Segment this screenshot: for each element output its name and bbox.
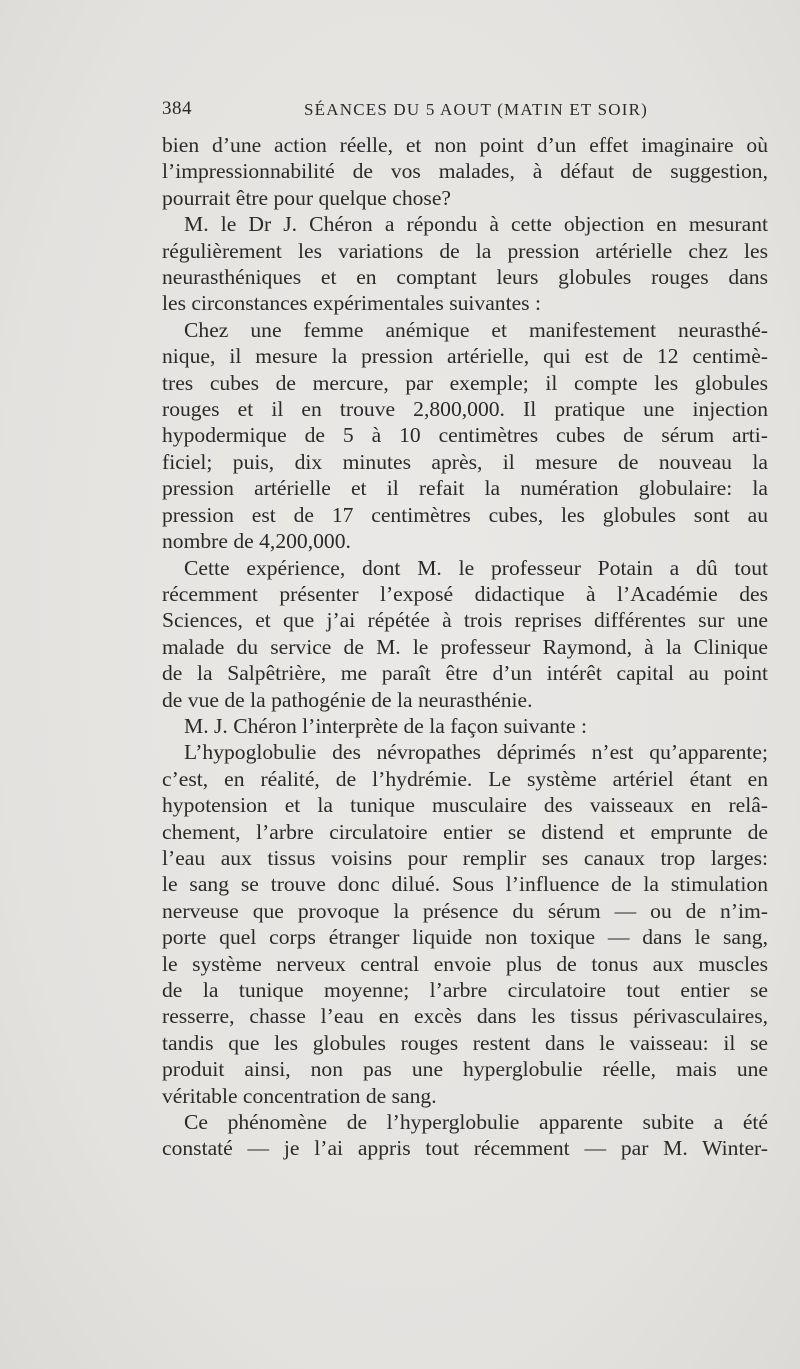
page-number: 384 [162,98,192,119]
text-line: pression est de 17 centimètres cubes, les globules sont au [162,502,768,527]
text-line: constaté — je l’ai appris tout récemment — par M. Winter- [162,1136,768,1161]
text-line: l’impressionnabilité de vos malades, à défaut de suggestion, [162,159,768,184]
text-line: Cette expérience, dont M. le professeur Potain a dû tout [184,555,768,580]
text-line: tandis que les globules rouges restent dans le vaisseau: il se [162,1030,768,1055]
text-line: régulièrement les variations de la pression artérielle chez les [162,238,768,263]
text-line: neurasthéniques et en comptant leurs globules rouges dans [162,265,768,290]
text-line: L’hypoglobulie des névropathes déprimés n’est qu’apparente; [184,740,768,765]
text-line: pression artérielle et il refait la numération globulaire: la [162,476,768,501]
text-line: récemment présenter l’exposé didactique à l’Académie des [162,581,768,606]
text-line: hypotension et la tunique musculaire des vaisseaux en relâ- [162,793,768,818]
text-line: c’est, en réalité, de l’hydrémie. Le système artériel étant en [162,766,768,791]
text-line: M. J. Chéron l’interprète de la façon suivante : [184,713,587,738]
text-line: de la tunique moyenne; l’arbre circulatoire tout entier se [162,978,768,1002]
text-line: produit ainsi, non pas une hyperglobulie réelle, mais une [162,1057,768,1082]
text-line: nerveuse que provoque la présence du sérum — ou de n’im- [162,898,768,923]
text-line: resserre, chasse l’eau en excès dans les tissus périvasculaires, [162,1004,768,1029]
text-line: Chez une femme anémique et manifestement neurasthé- [184,317,768,342]
text-line: hypodermique de 5 à 10 centimètres cubes de sérum arti- [162,423,768,448]
text-line-part: M. le Dr J. Chéron a répondu à cette objection en mesurant [184,212,768,237]
text-line: pourrait être pour quelque chose? [162,185,451,210]
text-line: nombre de 4,200,000. [162,529,351,554]
text-line: porte quel corps étranger liquide non toxique — dans le sang, [162,925,768,950]
text-line: Sciences, et que j’ai répétée à trois reprises différentes sur une [162,608,768,633]
text-line: de vue de la pathogénie de la neurasthénie. [162,687,533,712]
body-text [162,132,768,1162]
text-line: rouges et il en trouve 2,800,000. Il pratique une injection [162,397,768,422]
text-line: bien d’une action réelle, et non point d’un effet imaginaire où [162,133,768,157]
text-line: l’eau aux tissus voisins pour remplir ses canaux trop larges: [162,845,768,870]
text-line: chement, l’arbre circulatoire entier se distend et emprunte de [162,819,768,844]
text-line: Ce phénomène de l’hyperglobulie apparente subite a été [184,1110,768,1135]
text-line: de la Salpêtrière, me paraît être d’un intérêt capital au point [162,661,768,686]
text-line: véritable concentration de sang. [162,1083,437,1108]
text-line: nique, il mesure la pression artérielle, qui est de 12 centimè- [162,344,768,369]
text-line: malade du service de M. le professeur Raymond, à la Clinique [162,634,768,659]
running-head: SÉANCES DU 5 AOUT (MATIN ET SOIR) [304,100,649,119]
text-line: les circonstances expérimentales suivantes : [162,291,541,316]
text-line: ficiel; puis, dix minutes après, il mesure de nouveau la [162,449,768,474]
text-line: tres cubes de mercure, par exemple; il compte les globules [162,370,768,395]
text-line: le système nerveux central envoie plus de tonus aux muscles [162,951,768,976]
page-header [162,98,768,128]
text-line: le sang se trouve donc dilué. Sous l’influence de la stimulation [162,872,768,897]
text-line [162,211,768,237]
